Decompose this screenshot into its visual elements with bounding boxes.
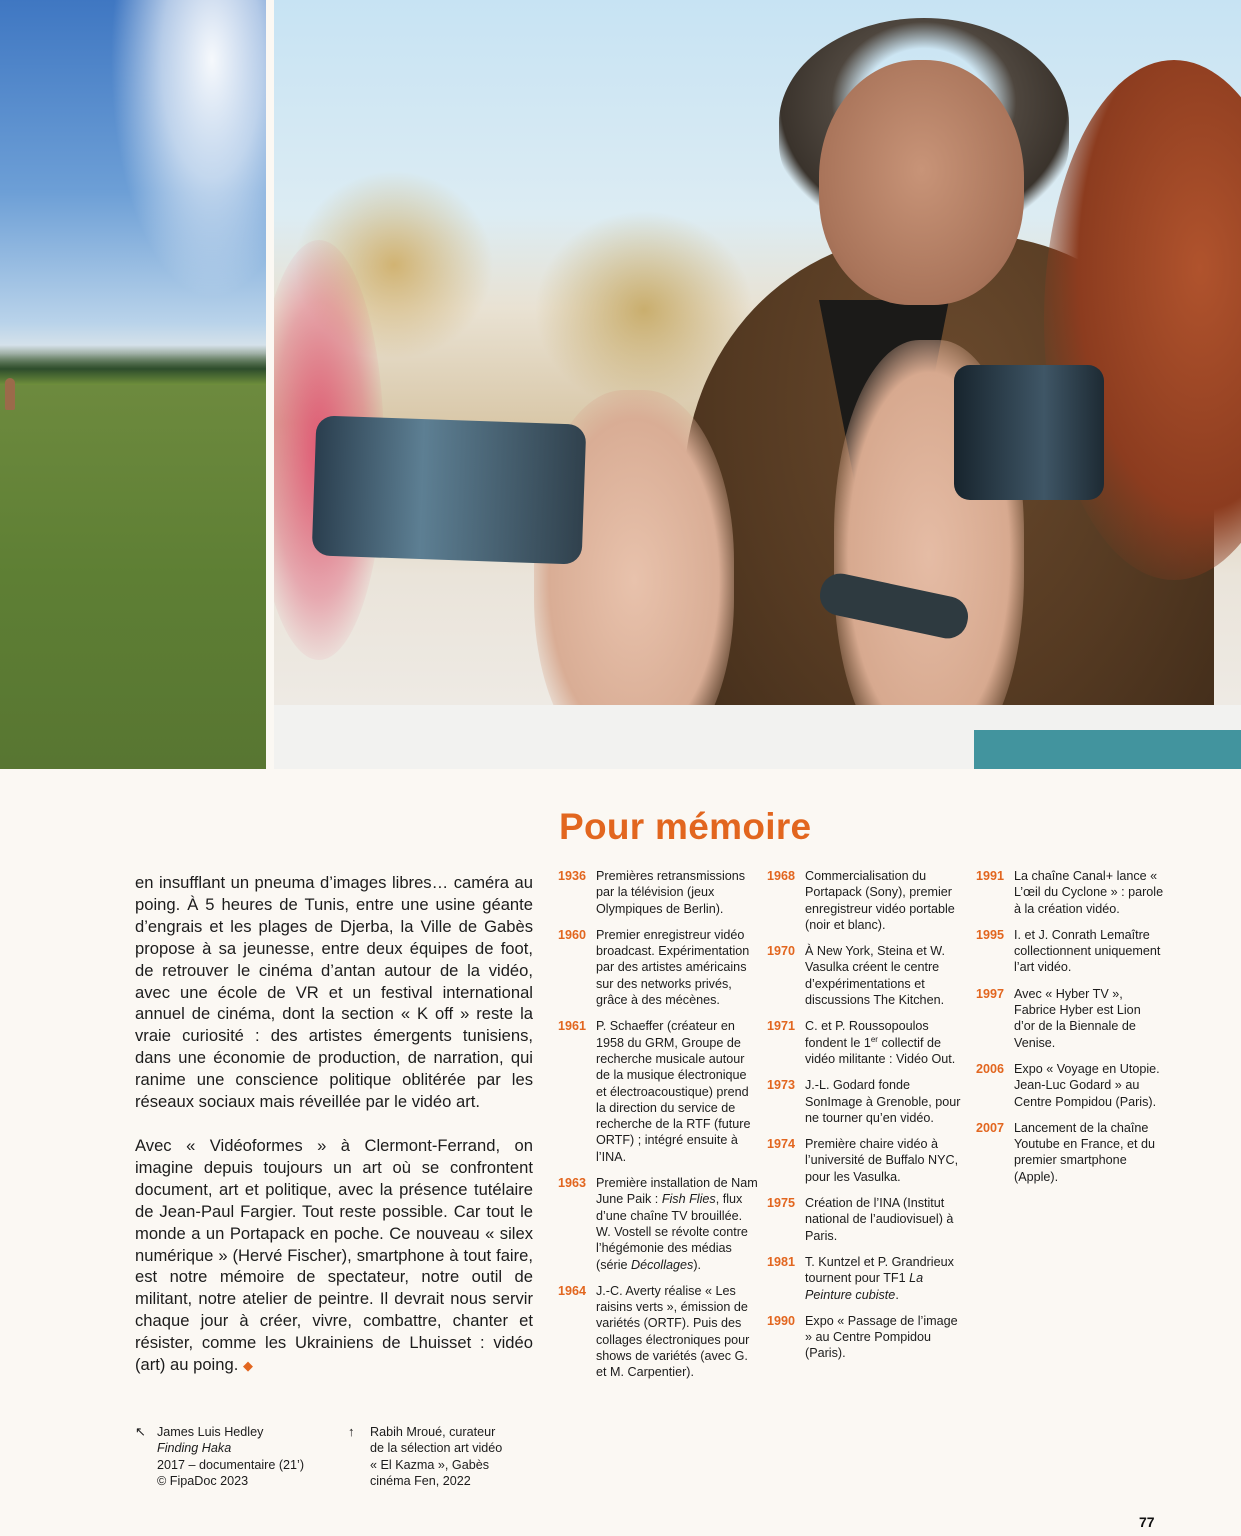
timeline-entry (976, 986, 1164, 1051)
caption-line: © FipaDoc 2023 (157, 1473, 249, 1488)
timeline-year: 1968 (767, 869, 796, 883)
timeline-text: collectif de vidéo militante : Vidéo Out. (805, 1035, 956, 1066)
timeline-year: 1975 (767, 1196, 796, 1211)
timeline-year: 1973 (767, 1078, 796, 1093)
photo-caption-right (348, 1424, 503, 1489)
timeline-text: Expo « Voyage en Utopie. Jean-Luc Godard » au Centre Pompidou (Paris). (1014, 1061, 1160, 1109)
timeline-year: 2007 (976, 1120, 1005, 1135)
article-body (135, 872, 533, 1399)
timeline-text: Première chaire vidéo à l’université de Buffalo NYC, pour les Vasulka. (805, 1137, 959, 1184)
timeline-text: Expo « Passage de l’image » au Centre Pompidou (Paris). (805, 1313, 958, 1361)
timeline-column-1 (558, 868, 758, 1391)
timeline-entry (767, 1077, 967, 1126)
photo-man-face (819, 60, 1024, 305)
timeline-year: 1997 (976, 986, 1005, 1001)
photo-dancer-figure (5, 378, 15, 410)
caption-line: 2017 – documentaire (21’) (157, 1457, 305, 1472)
timeline-text: C. et P. Roussopoulos fondent le 1 (805, 1019, 929, 1050)
timeline-entry (767, 1018, 967, 1067)
timeline-text: Commercialisation du Portapack (Sony), premier enregistreur vidéo portable (noir et blanc). (805, 869, 955, 932)
timeline-text: À New York, Steina et W. Vasulka créent le centre d’expérimentations et discussions The Kitchen. (805, 944, 945, 1008)
timeline-text: Avec « Hyber TV », Fabrice Hyber est Lion d’or de la Biennale de Venise. (1014, 986, 1141, 1050)
timeline-text: T. Kuntzel et P. Grandrieux tournent pour TF1 (805, 1254, 954, 1286)
timeline-work-title: Décollages (631, 1257, 694, 1272)
timeline-text: J.-L. Godard fonde SonImage à Grenoble, pour ne tourner qu’en vidéo. (805, 1078, 961, 1125)
timeline-year: 1990 (767, 1313, 796, 1328)
caption-line (157, 1440, 304, 1456)
photo-smartphone (312, 415, 587, 564)
photo-field-panorama (0, 0, 266, 769)
photo-teal-sleeve (974, 730, 1241, 769)
timeline-entry (767, 1195, 967, 1244)
caption-film-title: Finding Haka (157, 1441, 232, 1456)
timeline-year: 1936 (558, 869, 587, 883)
caption-line: Rabih Mroué, curateur (370, 1425, 496, 1439)
timeline-entry (767, 1136, 967, 1185)
timeline-entry (976, 1120, 1164, 1185)
timeline-entry (558, 1283, 758, 1381)
caption-line: de la sélection art vidéo (370, 1441, 503, 1456)
timeline-year: 1960 (558, 927, 587, 942)
photo-treeline (0, 345, 266, 385)
timeline-year: 1974 (767, 1137, 796, 1152)
body-paragraph: en insufflant un pneuma d’images libres… caméra au poing. À 5 heures de Tunis, entre une usine géante d’engrais et les plages de Djerba, la Ville de Gabès propose à sa jeunesse, entre deux équipes de foot, de retrouver le cinéma d’antan autour de la vidéo, avec une école de VR et un festival international annuel de cinéma, dont la section « K off » reste la vraie curiosité : des artistes émergents tunisiens, dans une économie de production, de narration, qui ranime une conscience politique oblitérée par les réseaux sociaux mais réveillée par le vidéo art. (135, 873, 533, 1112)
timeline-superscript: er (870, 1034, 878, 1044)
arrow-up-icon: ↑ (348, 1424, 355, 1439)
timeline-text: P. Schaeffer (créateur en 1958 du GRM, Groupe de recherche musicale autour de la musique électronique et électroacoustique) prend la direction du service de recherche de la RTF (future ORTF) ; intégré ensuite à l’INA. (596, 1019, 751, 1164)
timeline-text: ). (693, 1257, 702, 1272)
timeline-year: 1981 (767, 1254, 796, 1269)
body-paragraph (135, 1135, 533, 1377)
timeline-entry (976, 868, 1164, 917)
timeline-entry (767, 868, 967, 933)
page-number: 77 (1139, 1514, 1155, 1530)
timeline-text: I. et J. Conrath Lemaître collectionnent uniquement l’art vidéo. (1014, 927, 1161, 975)
photo-caption-left (135, 1424, 305, 1489)
timeline-text: Première installation de Nam June Paik : (596, 1176, 758, 1207)
section-title: Pour mémoire (559, 806, 812, 847)
timeline-text: Premières retransmissions par la télévision (jeux Olympiques de Berlin). (596, 869, 746, 916)
timeline-text: . (895, 1287, 899, 1302)
timeline-text: Premier enregistreur vidéo broadcast. Expérimentation par des artistes américains sur des networks privés, grâce à des mécènes. (596, 927, 750, 1008)
timeline-text: J.-C. Averty réalise « Les raisins verts », émission de variétés (ORTF). Puis des collages électroniques pour shows de variétés (avec G. et M. Carpentier). (596, 1283, 750, 1380)
timeline-entry (558, 1018, 758, 1165)
photo-clouds (110, 0, 266, 300)
timeline-year: 1963 (558, 1176, 587, 1191)
photo-interview-scene (274, 0, 1241, 769)
timeline-year: 1961 (558, 1019, 587, 1034)
timeline-column-2 (767, 868, 967, 1372)
photo-smartphone (954, 365, 1104, 500)
caption-line: James Luis Hedley (157, 1425, 264, 1439)
timeline-entry (558, 868, 758, 917)
timeline-text: Lancement de la chaîne Youtube en France, et du premier smartphone (Apple). (1014, 1120, 1155, 1184)
timeline-column-3 (976, 868, 1176, 1195)
timeline-entry (976, 1061, 1164, 1110)
timeline-entry (767, 1313, 967, 1362)
body-paragraph-text: Avec « Vidéoformes » à Clermont-Ferrand, on imagine depuis toujours un art où se confrontent document, art et politique, avec la présence tutélaire de Jean-Paul Fargier. Tout reste possible. Car tout le monde a un Portapack en poche. Ce nouveau « silex numérique » (Hervé Fischer), smartphone à tout faire, est notre mémoire de spectateur, notre outil de militant, notre atelier de peintre. Il devrait nous servir chaque jour à créer, vivre, combattre, chanter et résister, comme les Ukrainiens de Lhuisset : vidéo (art) au poing. (135, 1135, 533, 1375)
end-mark-icon: ◆ (242, 1358, 253, 1374)
timeline-work-title: La Peinture cubiste (805, 1271, 924, 1302)
timeline-entry (558, 927, 758, 1008)
timeline-work-title: Fish Flies (661, 1192, 716, 1207)
timeline-entry (558, 1175, 758, 1273)
timeline-year: 1970 (767, 944, 796, 959)
arrow-up-left-icon: ↖ (135, 1424, 146, 1439)
timeline-year: 1991 (976, 869, 1005, 883)
timeline-year: 1995 (976, 927, 1005, 942)
caption-line: « El Kazma », Gabès (370, 1457, 490, 1472)
timeline-year: 1971 (767, 1019, 796, 1034)
caption-line: cinéma Fen, 2022 (370, 1473, 471, 1488)
timeline-year: 1964 (558, 1283, 587, 1298)
timeline-entry (976, 927, 1164, 976)
timeline-text: Création de l’INA (Institut national de l’audiovisuel) à Paris. (805, 1196, 954, 1243)
timeline-entry (767, 943, 967, 1008)
timeline-text: La chaîne Canal+ lance « L’œil du Cyclone » : parole à la création vidéo. (1014, 869, 1164, 916)
timeline-year: 2006 (976, 1061, 1005, 1076)
timeline-entry (767, 1254, 967, 1303)
timeline-text: , flux d’une chaîne TV brouillée. W. Vostell se révolte contre l’hégémonie des médias (série (596, 1192, 748, 1272)
